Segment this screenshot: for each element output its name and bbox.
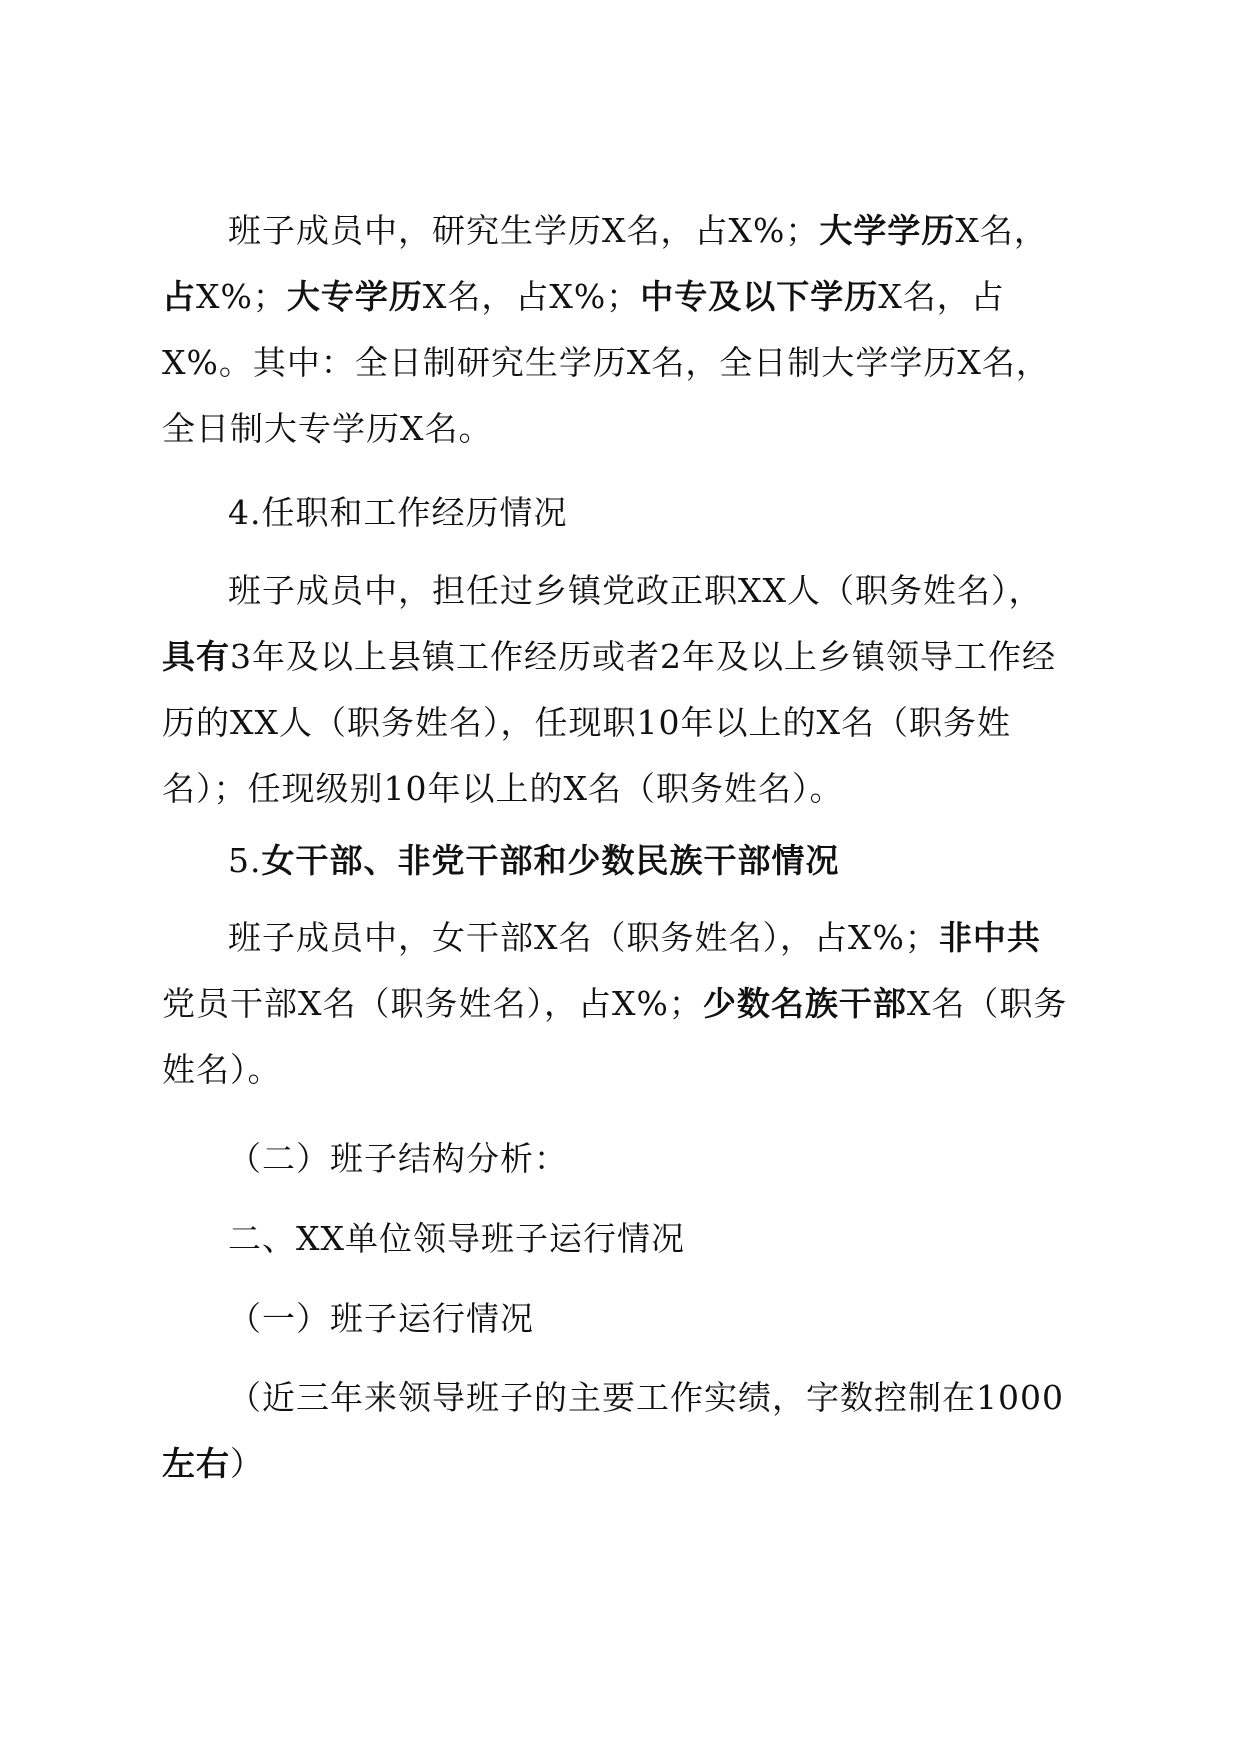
education-text-5: X名，占X%。其中：全日制研究生学历X名，全日制大学学历X名，全日制大专学历X名。	[162, 277, 1050, 448]
section-heading-operation: 二、XX单位领导班子运行情况	[228, 1219, 685, 1258]
cadre-text-2: 党员干部X名（职务姓名），占X%；	[162, 984, 703, 1023]
heading-work-experience: 4.任职和工作经历情况	[228, 493, 568, 532]
work-experience-paragraph	[162, 558, 1072, 822]
heading-cadre-composition	[162, 828, 1072, 894]
note-text-1: （近三年来领导班子的主要工作实绩，字数控制在1000	[228, 1378, 1064, 1417]
subheading-structure-analysis: （二）班子结构分析：	[228, 1139, 568, 1178]
cadre-text-3: X名（职务姓名）。	[162, 984, 1068, 1089]
subheading-operation: （一）班子运行情况	[228, 1299, 534, 1338]
education-text-2: X名，	[955, 211, 1048, 250]
operation-note-paragraph	[162, 1365, 1072, 1497]
note-text-2: ）	[230, 1444, 264, 1483]
education-paragraph	[162, 198, 1072, 462]
work-text-2: 3年及以上县镇工作经历或者2年及以上乡镇领导工作经历的XX人（职务姓名），任现职10年以上的X名（职务姓名）；任现级别10年以上的X名（职务姓名）。	[162, 637, 1056, 808]
education-bold-1: 大学学历	[819, 211, 956, 250]
education-text-1: 班子成员中，研究生学历X名，占X%；	[228, 211, 820, 250]
education-text-3: X%；	[196, 277, 287, 316]
education-bold-3: 大专学历	[286, 277, 423, 316]
education-text-4: X名，占X%；	[422, 277, 641, 316]
cadre-text-1: 班子成员中，女干部X名（职务姓名），占X%；	[228, 918, 939, 957]
cadre-bold-1: 非中共	[938, 918, 1041, 957]
work-bold-1: 具有	[162, 637, 230, 676]
heading-number: 5.	[228, 841, 262, 880]
note-bold-1: 左右	[162, 1444, 230, 1483]
heading-text: 女干部、非党干部和少数民族干部情况	[261, 841, 840, 880]
cadre-composition-paragraph	[162, 905, 1072, 1103]
education-bold-4: 中专及以下学历	[640, 277, 879, 316]
education-bold-2: 占	[162, 277, 196, 316]
work-text-1: 班子成员中，担任过乡镇党政正职XX人（职务姓名），	[228, 571, 1043, 610]
cadre-bold-2: 少数名族干部	[702, 984, 907, 1023]
